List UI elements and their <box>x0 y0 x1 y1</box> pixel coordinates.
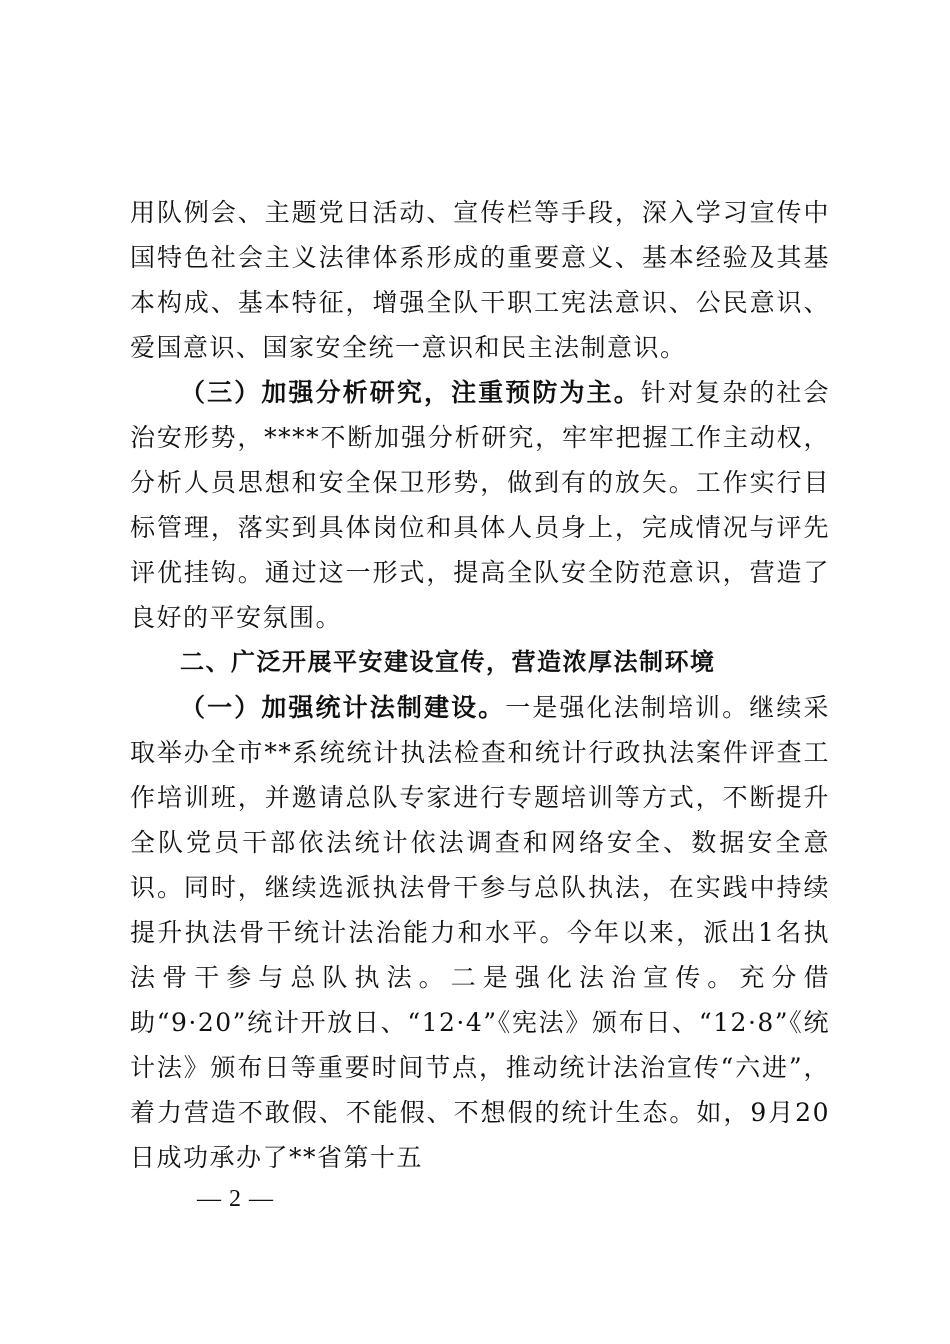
section-lead-bold: （三）加强分析研究，注重预防为主。 <box>180 378 641 407</box>
page-number: — 2 — <box>197 1186 274 1212</box>
paragraph-section-3 <box>130 370 830 640</box>
paragraph-text: 用队例会、主题党日活动、宣传栏等手段，深入学习宣传中国特色社会主义法律体系形成的重要意义、基本经验及其基本构成、基本特征，增强全队干职工宪法意识、公民意识、爱国意识、国家安全统一意识和民主法制意识。 <box>130 198 830 362</box>
document-body <box>130 190 830 1180</box>
paragraph-continuation <box>130 190 830 370</box>
section-heading-2: 二、广泛开展平安建设宣传，营造浓厚法制环境 <box>180 648 716 676</box>
paragraph-text: 一是强化法制培训。继续采取举办全市**系统统计执法检查和统计行政执法案件评查工作培训班，并邀请总队专家进行专题培训等方式，不断提升全队党员干部依法统计依法调查和网络安全、数据安全意识。同时，继续选派执法骨干参与总队执法，在实践中持续提升执法骨干统计法治能力和水平。今年以来，派出1名执法骨干参与总队执法。二是强化法治宣传。充分借助“9·20”统计开放日、“12·4”《宪法》颁布日、“12·8”《统计法》颁布日等重要时间节点，推动统计法治宣传“六进”，着力营造不敢假、不能假、不想假的统计生态。如，9月20日成功承办了**省第十五 <box>130 693 830 1172</box>
paragraph-text: 针对复杂的社会治安形势，****不断加强分析研究，牢牢把握工作主动权，分析人员思想和安全保卫形势，做到有的放矢。工作实行目标管理，落实到具体岗位和具体人员身上，完成情况与评先评优挂钩。通过这一形式，提高全队安全防范意识，营造了良好的平安氛围。 <box>130 378 830 632</box>
paragraph-subsection-1 <box>130 685 830 1180</box>
subsection-lead-bold: （一）加强统计法制建设。 <box>180 693 506 722</box>
